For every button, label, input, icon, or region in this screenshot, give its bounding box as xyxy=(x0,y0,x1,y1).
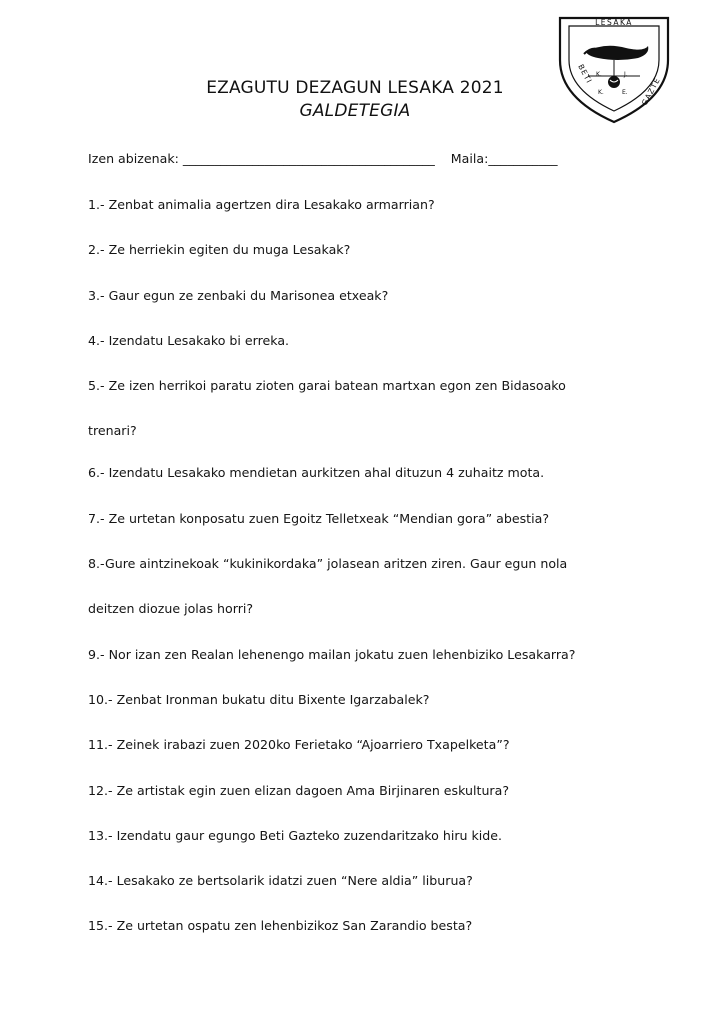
question-8-continued: deitzen diozue jolas horri? xyxy=(88,601,254,616)
question-13: 13.- Izendatu gaur egungo Beti Gazteko zuzendaritzako hiru kide. xyxy=(88,828,503,843)
question-14: 14.- Lesakako ze bertsolarik idatzi zuen “Nere aldia” liburua? xyxy=(88,873,473,888)
question-3: 3.- Gaur egun ze zenbaki du Marisonea etxeak? xyxy=(88,288,389,303)
question-9: 9.- Nor izan zen Realan lehenengo mailan jokatu zuen lehenbiziko Lesakarra? xyxy=(88,647,576,662)
question-5-continued: trenari? xyxy=(88,423,137,438)
question-11: 11.- Zeinek irabazi zuen 2020ko Ferietako “Ajoarriero Txapelketa”? xyxy=(88,737,510,752)
crest-left-text: BETI xyxy=(576,62,594,86)
crest-letter-e: E. xyxy=(622,89,628,96)
crest-letter-k2: K. xyxy=(598,89,604,96)
name-field-row xyxy=(88,151,558,166)
question-8: 8.-Gure aintzinekoak “kukinikordaka” jolasean aritzen ziren. Gaur egun nola xyxy=(88,556,568,571)
question-15: 15.- Ze urtetan ospatu zen lehenbizikoz San Zarandio besta? xyxy=(88,918,473,933)
question-10: 10.- Zenbat Ironman bukatu ditu Bixente Igarzabalek? xyxy=(88,692,430,707)
question-4: 4.- Izendatu Lesakako bi erreka. xyxy=(88,333,290,348)
page-subtitle: GALDETEGIA xyxy=(299,101,411,121)
level-field-label: Maila:___________ xyxy=(450,151,558,166)
crest-right-text: GAZTE xyxy=(639,75,663,107)
crest-top-text: LESAKA xyxy=(595,18,633,27)
question-5: 5.- Ze izen herrikoi paratu zioten garai batean martxan egon zen Bidasoako xyxy=(88,378,566,393)
question-6: 6.- Izendatu Lesakako mendietan aurkitzen ahal dituzun 4 zuhaitz mota. xyxy=(88,465,545,480)
name-field-label: Izen abizenak: ________________________________________ xyxy=(88,151,435,166)
question-12: 12.- Ze artistak egin zuen elizan dagoen Ama Birjinaren eskultura? xyxy=(88,783,509,798)
lesaka-crest-icon xyxy=(556,14,672,126)
page-title: EZAGUTU DEZAGUN LESAKA 2021 xyxy=(206,78,504,98)
crest-letter-k1: K. xyxy=(596,71,602,78)
question-1: 1.- Zenbat animalia agertzen dira Lesakako armarrian? xyxy=(88,197,435,212)
question-2: 2.- Ze herriekin egiten du muga Lesakak? xyxy=(88,242,351,257)
question-7: 7.- Ze urtetan konposatu zuen Egoitz Telletxeak “Mendian gora” abestia? xyxy=(88,511,549,526)
crest-letter-j: J. xyxy=(624,71,628,78)
